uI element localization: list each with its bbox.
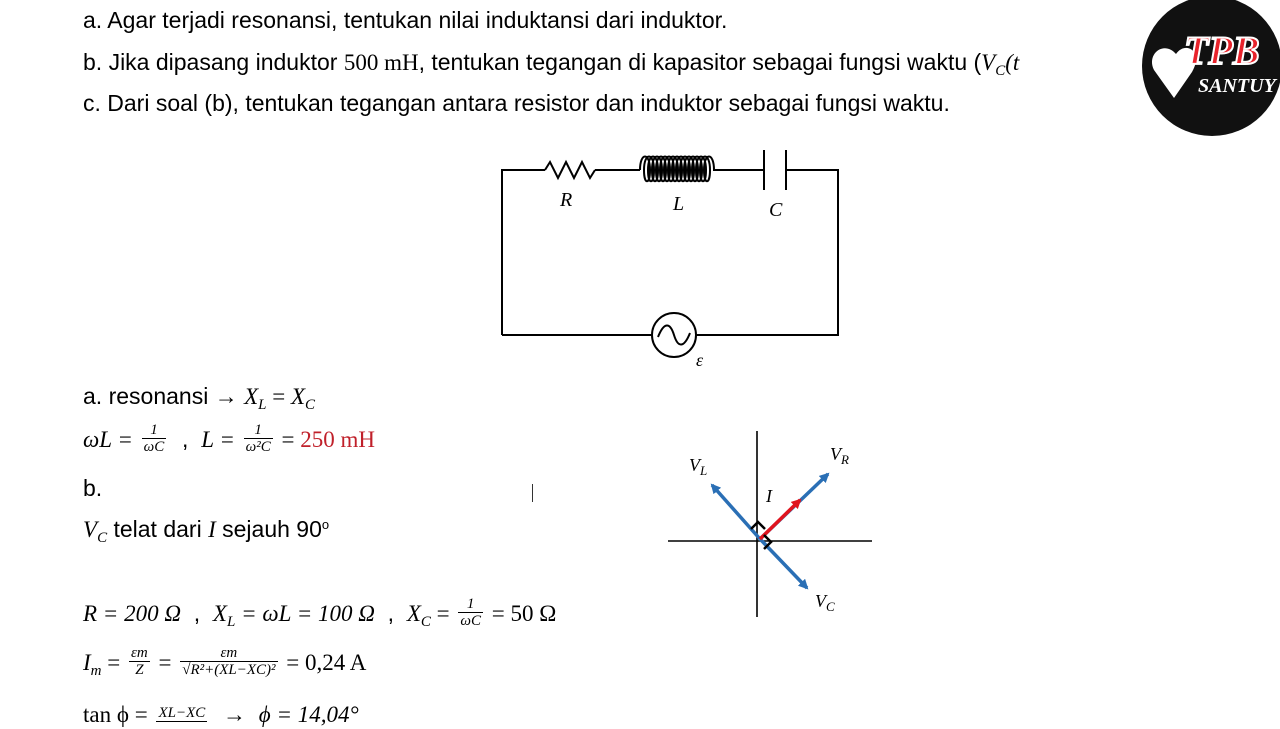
channel-logo: [1140, 0, 1280, 138]
solution-a-heading: a. resonansi → $X_L = X_C$: [83, 383, 316, 413]
wire-left: [502, 170, 545, 335]
rlc-circuit: [490, 140, 850, 375]
label-r: R: [560, 189, 573, 211]
logo-text-2: SANTUY: [1198, 75, 1276, 97]
label-vl: $V_L$: [689, 455, 708, 478]
label-emf: ε: [696, 350, 704, 370]
phasor-vl: [712, 485, 760, 539]
right-angle-mark-1: [751, 522, 765, 529]
solution-reactances: R = 200 Ω , $X_L = \omega L = 100$ Ω , $X_C$ = $\frac{1}{\omega C}$ = 50 Ω: [83, 596, 557, 631]
question-b: b. Jika dipasang induktor 500 mH, tentukan tegangan di kapasitor sebagai fungsi waktu ($V_C(t$: [83, 49, 1020, 79]
label-i: I: [766, 486, 772, 506]
phasor-diagram: [660, 425, 880, 625]
solution-current: $I_m$ = $\frac{\varepsilon m}{Z}$ = $\frac{\varepsilon m}{\text{√R²+(XL−XC)²}}$ = 0,24 A: [83, 645, 367, 680]
arrow-icon: →: [214, 383, 238, 409]
inductor-coil: [640, 157, 718, 182]
question-a: a. Agar terjadi resonansi, tentukan nilai induktansi dari induktor.: [83, 7, 728, 33]
wire-right: [696, 170, 838, 335]
solution-b-label: b.: [83, 475, 103, 501]
solution-a-equation: ωL = $\frac{1}{\omega C}$ , L = $\frac{1}{\text{ω²C}}$ = 250 mH: [83, 422, 375, 455]
label-vr: $V_R$: [830, 444, 849, 467]
label-c: C: [769, 199, 783, 221]
sine-wave-icon: [658, 325, 690, 344]
text-cursor: [532, 484, 535, 502]
inductor-value: 500 mH: [343, 50, 419, 75]
solution-phase: tan ϕ = XL−XC → ϕ = 14,04°: [83, 701, 359, 727]
label-l: L: [673, 193, 685, 215]
question-c: c. Dari soal (b), tentukan tegangan antara resistor dan induktor sebagai fungsi waktu.: [83, 90, 950, 116]
label-vc: $V_C$: [815, 591, 835, 614]
logo-text-1: TPB: [1184, 28, 1260, 73]
solution-b-lag: $V_C$ telat dari I sejauh 90$^o$: [83, 516, 330, 546]
inductance-result: 250 mH: [300, 427, 375, 453]
resistor-symbol: [545, 162, 595, 178]
